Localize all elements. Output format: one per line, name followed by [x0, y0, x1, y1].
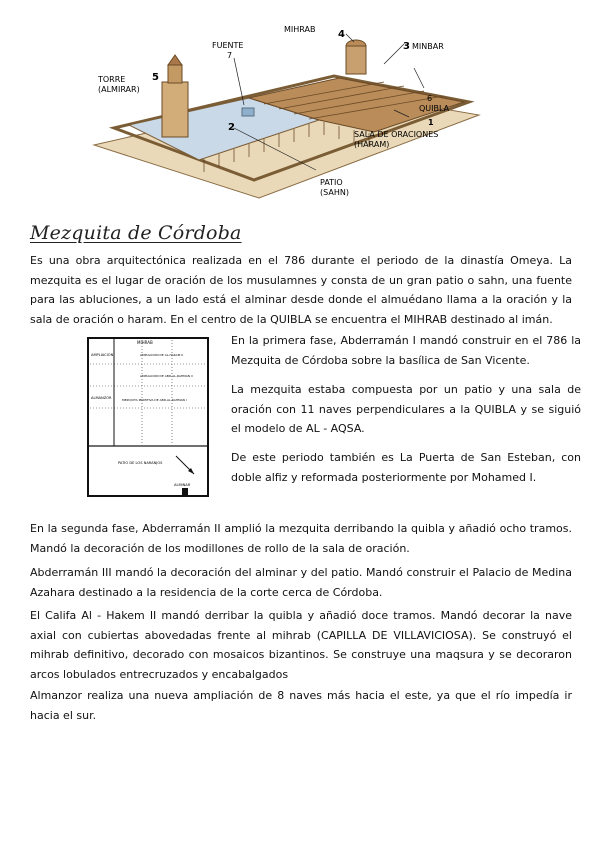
- label-patio-num: 2: [228, 122, 235, 133]
- paragraph-puerta-san-esteban: De este periodo también es La Puerta de San Esteban, con doble alfiz y reformada posteriormente por Mohamed I.: [231, 451, 581, 484]
- label-fuente: FUENTE: [212, 41, 244, 50]
- plan-label-amp3: AMPLIACIÓN DE AL-HAKAM II: [140, 353, 184, 357]
- label-patio: PATIO: [320, 178, 343, 187]
- label-sala-num: 1: [428, 118, 434, 127]
- label-mihrab-num: 4: [338, 29, 345, 40]
- label-quibla-num: 6: [427, 94, 433, 103]
- label-fuente-num: 7: [227, 51, 233, 60]
- label-minbar-num: 3: [403, 41, 410, 52]
- plan-label-alminar: ALMINAR: [174, 483, 191, 487]
- intro-paragraph: Es una obra arquitectónica realizada en el 786 durante el periodo de la dinastía Omeya. La mezquita es el lugar de oración de los musulamnes y consta de un gran patio o sahn, una fuente para las abluciones, a un lado está el alminar desde donde el almuédano llama a la oración y la sala de oración o haram. En el centro de la QUIBLA se encuentra el MIHRAB destinado al imán.: [30, 254, 572, 326]
- plan-label-amp1: AMPLIACIÓN: [91, 353, 114, 357]
- paragraph-segunda-fase: En la segunda fase, Abderramán II amplió la mezquita derribando la quibla y añadió ocho tramos. Mandó la decoración de los modillones de rollo de la sala de oración.: [30, 522, 572, 555]
- plan-label-primitiva: MEZQUITA PRIMITIVA DE ABD-AL-RAHMAN I: [122, 398, 187, 402]
- label-mihrab: MIHRAB: [284, 25, 316, 34]
- label-sala: SALA DE ORACIONES: [354, 130, 439, 139]
- paragraph-almanzor: Almanzor realiza una nueva ampliación de 8 naves más hacia el este, ya que el río impedía ir hacia el sur.: [30, 689, 572, 722]
- floor-plan: [82, 334, 212, 500]
- paragraph-primera-fase: En la primera fase, Abderramán I mandó construir en el 786 la Mezquita de Córdoba sobre la basílica de San Vicente.: [231, 334, 581, 367]
- plan-label-almanzor: ALMANZOR: [91, 396, 112, 400]
- label-minbar: MINBAR: [412, 42, 444, 51]
- label-quibla: QUIBLA: [419, 104, 450, 113]
- paragraph-al-hakem-ii: El Califa Al - Hakem II mandó derribar la quibla y añadió doce tramos. Mandó decorar la nave axial con cubiertas abovedadas frente al mihrab (CAPILLA DE VILLAVICIOSA). Se construyó el mihrab definitivo, decorado con mosaicos bizantinos. Se construye una maqsura y se decoraron arcos lobulados entrecruzados y encabalgados: [30, 609, 572, 681]
- label-sahn: (SAHN): [320, 188, 349, 197]
- paragraph-composicion: La mezquita estaba compuesta por un patio y una sala de oración con 11 naves perpendiculares a la QUIBLA y se siguió el modelo de AL - AQSA.: [231, 383, 581, 435]
- page-title: Mezquita de Córdoba: [30, 222, 242, 244]
- plan-label-mihrab: MIHRAB: [137, 340, 153, 345]
- label-haram: (HARAM): [354, 140, 390, 149]
- plan-label-amp2: AMPLIACIÓN DE ABD-AL-RAHMAN II: [140, 374, 193, 378]
- plan-label-patio: PATIO DE LOS NARANJOS: [118, 461, 163, 465]
- mosque-illustration: [84, 20, 484, 205]
- label-almirar: (ALMIRAR): [98, 85, 140, 94]
- paragraph-abderraman-iii: Abderramán III mandó la decoración del alminar y del patio. Mandó construir el Palacio de Medina Azahara destinado a la residencia de la corte cerca de Córdoba.: [30, 566, 572, 599]
- label-torre: TORRE: [98, 75, 126, 84]
- label-torre-num: 5: [152, 72, 159, 83]
